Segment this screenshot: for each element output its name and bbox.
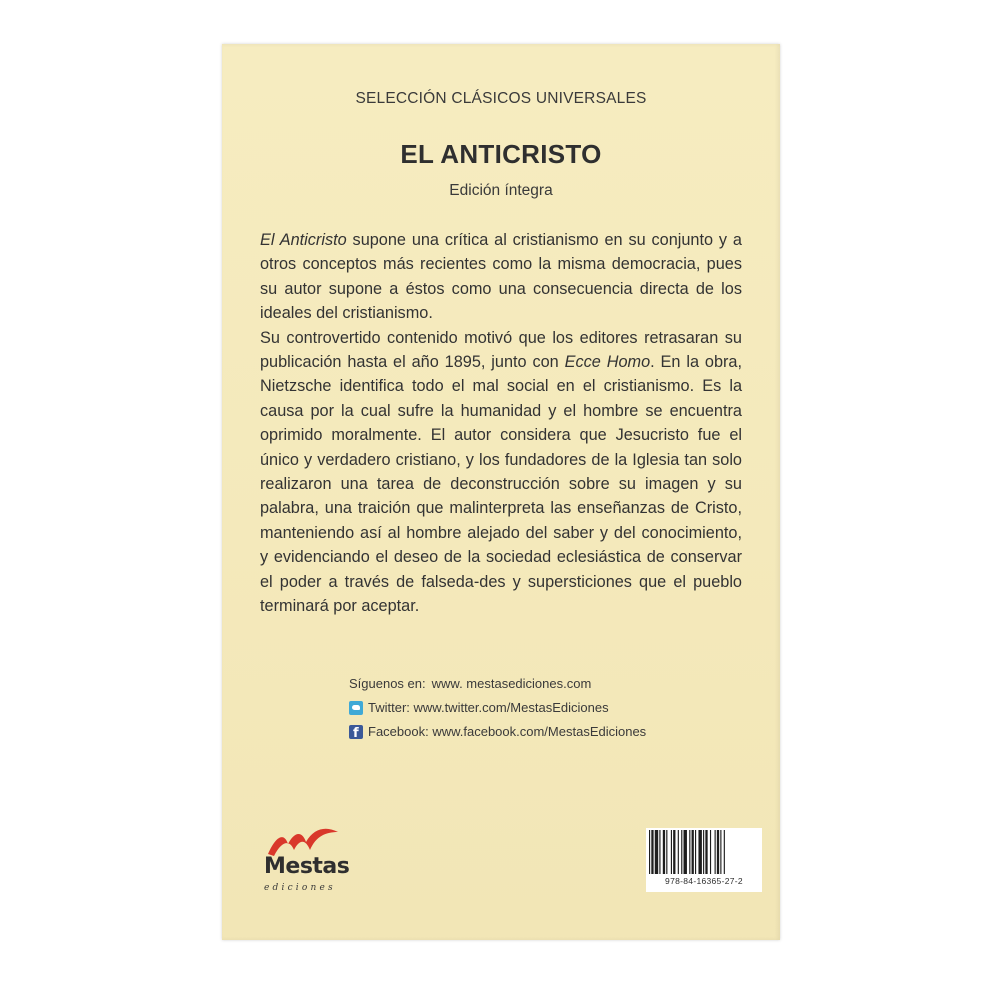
facebook-icon [349, 725, 363, 739]
social-links [349, 672, 646, 744]
synopsis-text: . En la obra, Nietzsche identifica todo el mal social en el cristianismo. Es la causa por la cual sufre la humanidad y el hombre se encuentra oprimido moralmente. El autor considera que Jesucristo fue el único y verdadero cristiano, y los fundadores de la Iglesia tan solo realizaron una tarea de deconstrucción sobre su imagen y su palabra, una traición que malinterpreta las enseñanzas de Cristo, manteniendo así al hombre alejado del saber y del conocimiento, y evidenciando el deseo de la sociedad eclesiástica de conservar el poder a través de falseda-des y supersticiones que el pueblo terminará por aceptar. [260, 353, 742, 616]
isbn-barcode [646, 828, 762, 892]
isbn-number: 978-84-16365-27-2 [665, 876, 743, 886]
website-link: www. mestasediciones.com [431, 676, 592, 691]
twitter-icon [349, 701, 363, 715]
synopsis-companion-title: Ecce Homo [564, 353, 651, 372]
facebook-link: Facebook: www.facebook.com/MestasEdiciones [368, 724, 647, 739]
facebook-row [349, 720, 646, 744]
synopsis [260, 228, 742, 619]
series-name: SELECCIÓN CLÁSICOS UNIVERSALES [355, 90, 647, 107]
synopsis-text: supone una crítica al cristianismo en su conjunto y a otros conceptos más recientes como la misma democracia, pues su autor supone a éstos como una consecuencia directa de los ideales del cristianismo. [260, 231, 742, 323]
edition-subtitle: Edición íntegra [449, 182, 553, 199]
follow-label: Síguenos en: [349, 676, 426, 691]
website-row [349, 672, 646, 696]
barcode-bars [649, 830, 759, 874]
twitter-link: Twitter: www.twitter.com/MestasEdiciones [368, 700, 609, 715]
twitter-row [349, 696, 646, 720]
synopsis-book-title: El Anticristo [260, 231, 347, 249]
synopsis-paragraph-2 [260, 326, 742, 619]
synopsis-text: Su controvertido contenido motivó que los editores retrasaran su publicación hasta el año 1895, junto con [260, 328, 742, 372]
publisher-logo [264, 828, 350, 898]
book-title: EL ANTICRISTO [400, 139, 602, 169]
book-back-cover [222, 44, 780, 940]
publisher-subname: ediciones [264, 883, 336, 893]
synopsis-paragraph-1 [260, 228, 742, 326]
publisher-name: Mestas [264, 854, 350, 879]
